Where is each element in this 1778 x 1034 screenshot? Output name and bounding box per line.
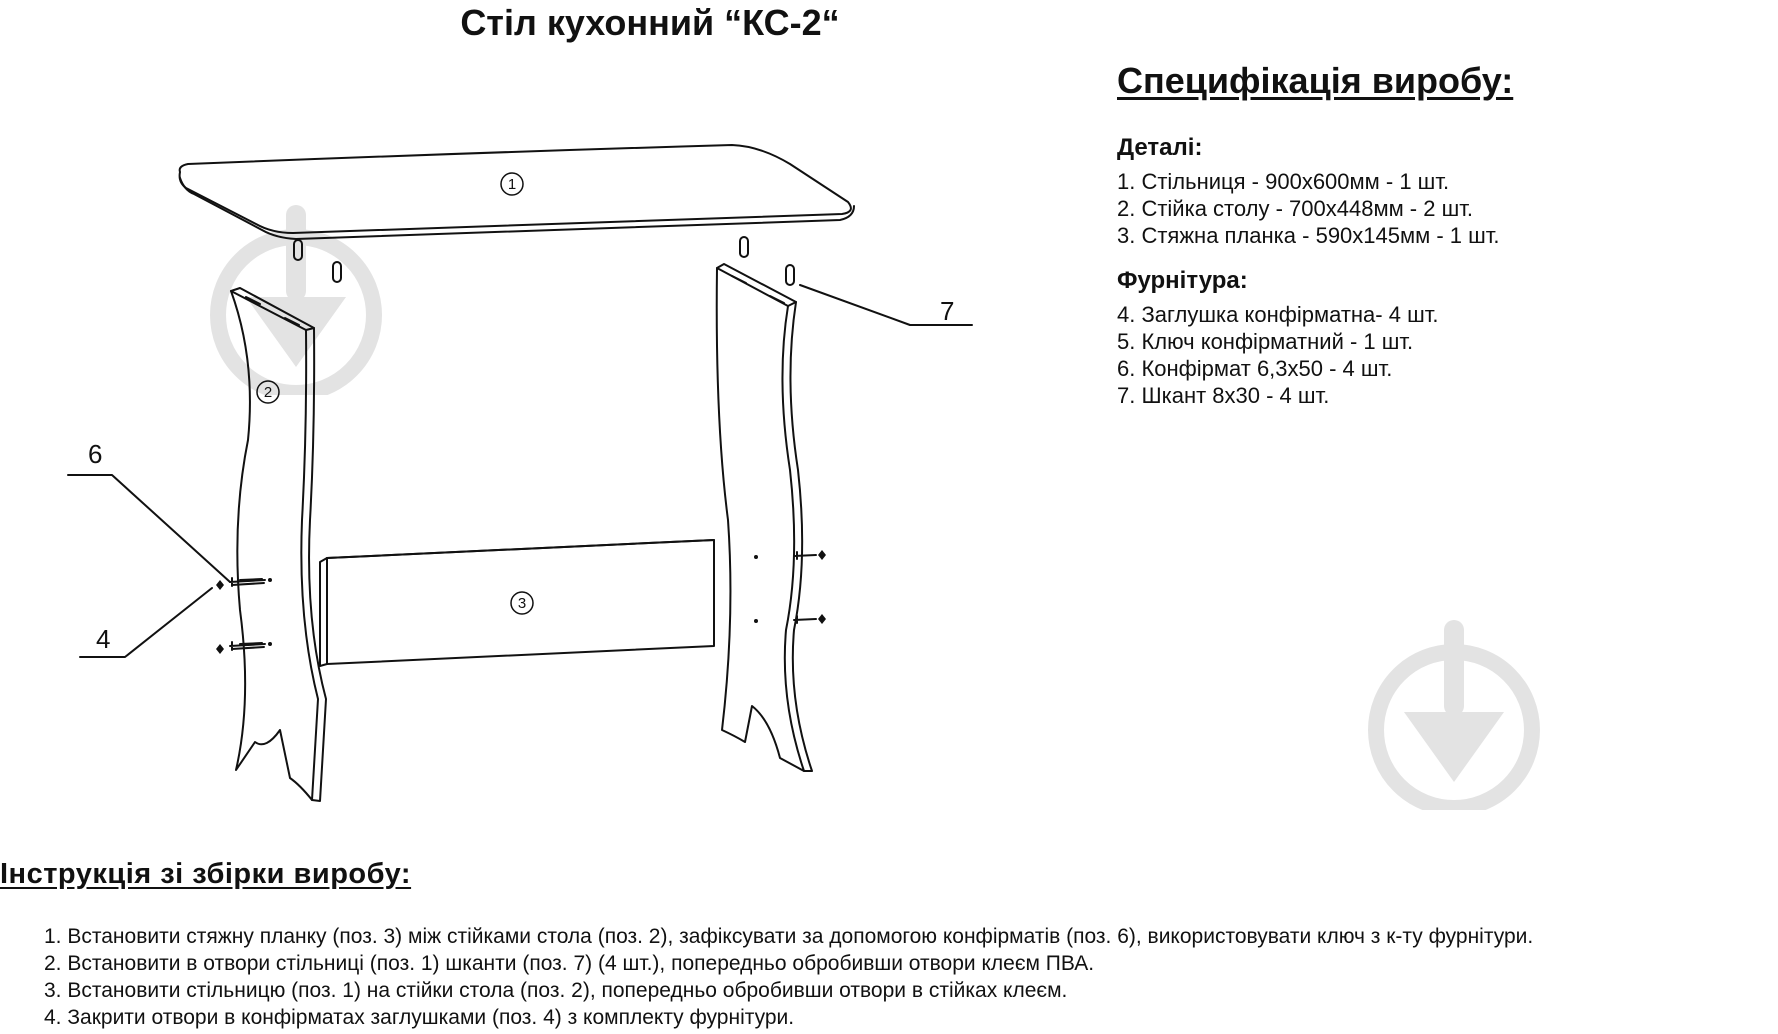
callout-7: 7 [940,296,955,326]
fittings-item: 5. Ключ конфірматний - 1 шт. [1117,329,1414,354]
details-item: 2. Стійка столу - 700х448мм - 2 шт. [1117,196,1473,221]
watermark-download-icon [1364,620,1544,810]
left-leg-part [231,288,326,801]
instruction-step: 3. Встановити стільницю (поз. 1) на стійки стола (поз. 2), попередньо обробивши отвори в стійках клеєм. [44,979,1068,1002]
instruction-step: 2. Встановити в отвори стільниці (поз. 1) шканти (поз. 7) (4 шт.), попередньо обробивши отвори клеєм ПВА. [44,952,1095,975]
instruction-step: 4. Закрити отвори в конфірматах заглушками (поз. 4) з комплекту фурнітури. [44,1006,795,1029]
fittings-item: 4. Заглушка конфірматна- 4 шт. [1117,302,1439,327]
details-title: Деталі: [1117,134,1203,161]
callout-6: 6 [88,439,103,469]
details-item: 1. Стільниця - 900х600мм - 1 шт. [1117,169,1450,194]
specification-panel [1117,60,1757,427]
part-number-3: 3 [517,595,527,612]
page-title: Стіл кухонний “КС-2“ [460,2,840,43]
tabletop-part [180,145,854,239]
part-number-2: 2 [263,384,273,401]
callout-4: 4 [96,624,111,654]
instructions-list [0,923,1778,1031]
fittings-title: Фурнітура: [1117,267,1248,294]
fittings-group [1117,267,1757,409]
instructions-section [0,858,1778,1031]
fittings-item: 7. Шкант 8х30 - 4 шт. [1117,383,1330,408]
fittings-item: 6. Конфірмат 6,3х50 - 4 шт. [1117,356,1393,381]
right-leg-part [717,264,812,771]
instruction-step: 1. Встановити стяжну планку (поз. 3) між стійками стола (поз. 2), зафіксувати за допомогою конфірматів (поз. 6), використовувати ключ з к-ту фурнітури. [44,925,1534,948]
details-item: 3. Стяжна планка - 590х145мм - 1 шт. [1117,223,1500,248]
assembly-drawing [0,120,1000,820]
specification-heading: Специфікація виробу: [1117,60,1514,101]
part-number-1: 1 [507,176,517,193]
details-group [1117,134,1757,249]
instructions-heading: Інструкція зі збірки виробу: [0,858,412,890]
